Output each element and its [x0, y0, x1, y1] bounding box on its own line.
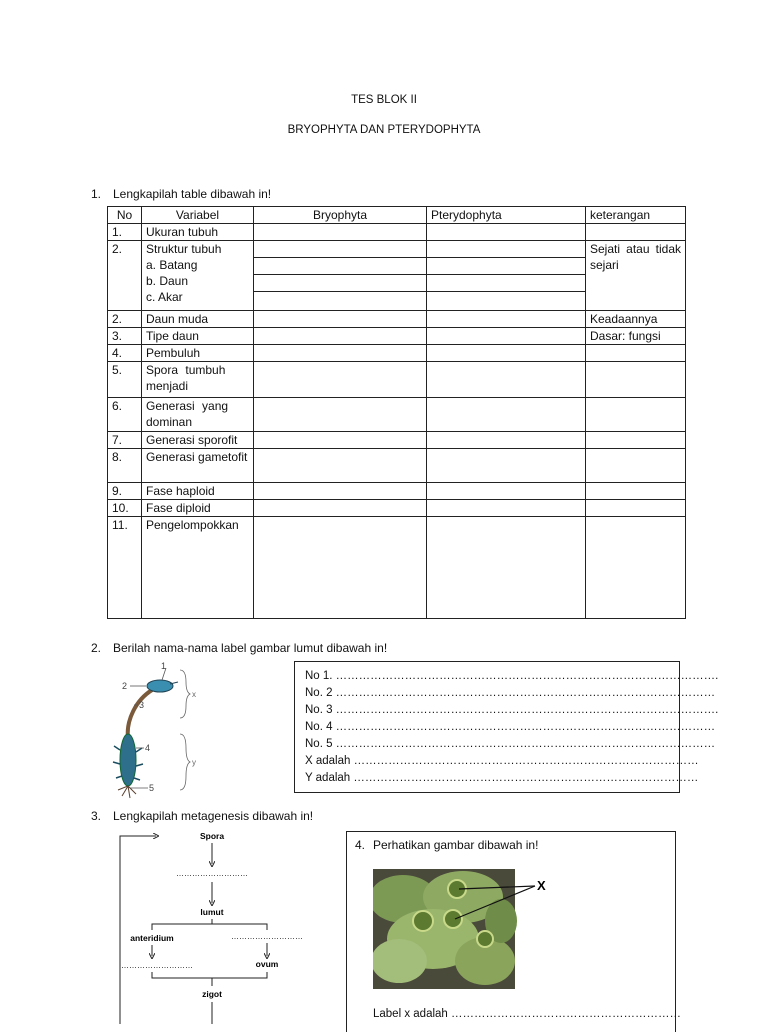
question-2: [91, 641, 387, 655]
col-header-bryophyta: Bryophyta: [254, 207, 427, 224]
cell-pterydophyta[interactable]: [427, 345, 586, 362]
liverwort-photo: [373, 869, 563, 993]
row-variabel: Fase diploid: [142, 500, 254, 517]
row-keterangan: [586, 345, 686, 362]
cell-bryophyta[interactable]: [254, 398, 427, 432]
metagenesis-diagram: [112, 826, 312, 1024]
row-keterangan: Keadaannya: [586, 311, 686, 328]
question-2-number: 2.: [91, 641, 102, 655]
label-5: 5: [149, 783, 155, 793]
node-lumut: lumut: [200, 907, 224, 917]
row-no: 7.: [108, 432, 142, 449]
answer-line-y[interactable]: Y adalah ………………………………………………………………………………: [305, 772, 699, 784]
moss-figure: [108, 660, 208, 800]
table-row: [108, 345, 686, 362]
table-row: [108, 449, 686, 483]
node-blank-2[interactable]: ………………………: [231, 932, 303, 941]
table-row: [108, 328, 686, 345]
row-keterangan: [586, 517, 686, 619]
cell-bryophyta[interactable]: [254, 224, 427, 241]
node-blank-3[interactable]: ………………………: [121, 961, 193, 970]
row-variabel: Generasi yang dominan: [142, 398, 254, 432]
cell-pterydophyta[interactable]: [427, 224, 586, 241]
page-title: TES BLOK II: [351, 94, 417, 106]
row-variabel: Pengelompokkan: [142, 517, 254, 619]
row-sub-akar: c. Akar: [146, 290, 183, 304]
node-zigot: zigot: [202, 989, 222, 999]
cell-bryophyta[interactable]: [254, 362, 427, 398]
label-4: 4: [145, 743, 151, 753]
brace-y: [180, 734, 190, 790]
cell-pterydophyta[interactable]: [427, 311, 586, 328]
gemmae-cup: [477, 931, 493, 947]
row-sub-batang: a. Batang: [146, 258, 198, 272]
branch-line: [152, 924, 267, 930]
cell-bryophyta[interactable]: [254, 345, 427, 362]
cell-pterydophyta[interactable]: [427, 432, 586, 449]
comparison-table: [107, 206, 686, 619]
question-3-number: 3.: [91, 809, 102, 823]
question-2-text: Berilah nama-nama label gambar lumut dibawah in!: [113, 641, 388, 655]
cell-sub[interactable]: [254, 258, 426, 275]
label-2: 2: [122, 681, 128, 691]
gemmae-cup: [413, 911, 433, 931]
row-no: 4.: [108, 345, 142, 362]
row-no: 5.: [108, 362, 142, 398]
cell-pterydophyta[interactable]: [427, 398, 586, 432]
row-keterangan: [586, 362, 686, 398]
cell-pterydophyta[interactable]: [427, 483, 586, 500]
cell-bryophyta[interactable]: [254, 500, 427, 517]
row-variabel: Ukuran tubuh: [142, 224, 254, 241]
row-no: 6.: [108, 398, 142, 432]
cell-bryophyta[interactable]: [254, 517, 427, 619]
node-spora: Spora: [199, 831, 225, 841]
row-no: 3.: [108, 328, 142, 345]
cell-bryophyta[interactable]: [254, 328, 427, 345]
row-no: 11.: [108, 517, 142, 619]
row-keterangan: Dasar: fungsi: [586, 328, 686, 345]
moss-gametophyte: [120, 734, 136, 786]
moss-stem: [128, 690, 152, 738]
cell-bryophyta[interactable]: [254, 241, 427, 311]
node-blank-1[interactable]: ………………………: [176, 869, 248, 878]
row-keterangan: [586, 398, 686, 432]
table-row: [108, 241, 686, 311]
cell-sub[interactable]: [427, 258, 585, 275]
cell-sub[interactable]: [427, 275, 585, 292]
question-3-text: Lengkapilah metagenesis dibawah in!: [113, 809, 314, 823]
row-keterangan: [586, 449, 686, 483]
table-row: [108, 398, 686, 432]
node-ovum: ovum: [255, 959, 279, 969]
row-variabel: Pembuluh: [142, 345, 254, 362]
cell-pterydophyta[interactable]: [427, 328, 586, 345]
row-variabel: Generasi sporofit: [142, 432, 254, 449]
row-keterangan: [586, 224, 686, 241]
table-row: [108, 517, 686, 619]
question-4: [355, 838, 538, 852]
row-keterangan: Sejati atau tidak sejari: [586, 241, 686, 311]
question-1: [91, 187, 271, 201]
row-no: 8.: [108, 449, 142, 483]
label-x: x: [192, 690, 196, 699]
gemmae-cup: [444, 910, 462, 928]
row-sub-daun: b. Daun: [146, 274, 189, 288]
label-3: 3: [139, 700, 145, 710]
merge-line: [152, 972, 267, 978]
row-no: 10.: [108, 500, 142, 517]
col-header-variabel: Variabel: [142, 207, 254, 224]
question-1-text: Lengkapilah table dibawah in!: [113, 187, 272, 201]
answer-box-q2: [294, 661, 719, 793]
row-variabel-main: Struktur tubuh: [146, 242, 222, 256]
row-keterangan: [586, 500, 686, 517]
label-1: 1: [161, 661, 167, 671]
node-anteridium: anteridium: [130, 933, 174, 943]
row-variabel: Spora tumbuh menjadi: [142, 362, 254, 398]
table-row: [108, 483, 686, 500]
row-variabel: [142, 241, 254, 311]
page-subtitle: BRYOPHYTA DAN PTERYDOPHYTA: [287, 124, 481, 136]
question-3: [91, 809, 313, 823]
cell-pterydophyta[interactable]: [427, 449, 586, 483]
cell-pterydophyta[interactable]: [427, 517, 586, 619]
table-row: [108, 362, 686, 398]
cell-pterydophyta[interactable]: [427, 241, 586, 311]
row-variabel: Tipe daun: [142, 328, 254, 345]
answer-line-4[interactable]: No. 4 ………………………………………………………………………………………: [305, 721, 716, 733]
row-variabel: Fase haploid: [142, 483, 254, 500]
cell-pterydophyta[interactable]: [427, 500, 586, 517]
table-row: [108, 224, 686, 241]
cell-sub[interactable]: [254, 275, 426, 292]
answer-line-x[interactable]: X adalah ………………………………………………………………………………: [305, 755, 699, 767]
cell-bryophyta[interactable]: [254, 432, 427, 449]
question-1-number: 1.: [91, 187, 102, 201]
marker-x: X: [537, 878, 546, 893]
moss-capsule: [147, 680, 173, 692]
col-header-pterydophyta: Pterydophyta: [427, 207, 586, 224]
table-row: [108, 311, 686, 328]
col-header-no: No: [108, 207, 142, 224]
cell-sub[interactable]: [254, 241, 426, 258]
cell-sub[interactable]: [427, 241, 585, 258]
cell-bryophyta[interactable]: [254, 311, 427, 328]
table-row: [108, 500, 686, 517]
cell-bryophyta[interactable]: [254, 449, 427, 483]
label-y: y: [192, 758, 196, 767]
answer-line-1[interactable]: No 1. ……………………………………………………………………………………….: [305, 670, 719, 682]
question-4-number: 4.: [355, 838, 366, 852]
row-variabel: Daun muda: [142, 311, 254, 328]
row-no: 1.: [108, 224, 142, 241]
thallus-lobe: [373, 939, 427, 983]
row-keterangan: [586, 432, 686, 449]
row-no: 9.: [108, 483, 142, 500]
answer-line-2[interactable]: No. 2 ………………………………………………………………………………………: [305, 687, 716, 699]
cycle-loop-arrow: [120, 836, 156, 1024]
cell-sub[interactable]: [427, 292, 585, 308]
row-no: 2.: [108, 311, 142, 328]
answer-line-label-x[interactable]: Label x adalah ……………………………………………………: [373, 1008, 682, 1020]
row-no: 2.: [108, 241, 142, 311]
col-header-keterangan: keterangan: [586, 207, 686, 224]
answer-line-5[interactable]: No. 5 ………………………………………………………………………………………: [305, 738, 716, 750]
cell-pterydophyta[interactable]: [427, 362, 586, 398]
table-header-row: [108, 207, 686, 224]
row-variabel: Generasi gametofit: [142, 449, 254, 483]
row-keterangan: [586, 483, 686, 500]
table-row: [108, 432, 686, 449]
answer-line-3[interactable]: No. 3 ……………………………………………………………………………………….: [305, 704, 719, 716]
question-4-box: [346, 831, 682, 1032]
question-4-text: Perhatikan gambar dibawah in!: [373, 838, 539, 852]
answer-lines: [305, 668, 718, 787]
brace-x: [180, 670, 190, 718]
cell-bryophyta[interactable]: [254, 483, 427, 500]
cell-sub[interactable]: [254, 292, 426, 308]
